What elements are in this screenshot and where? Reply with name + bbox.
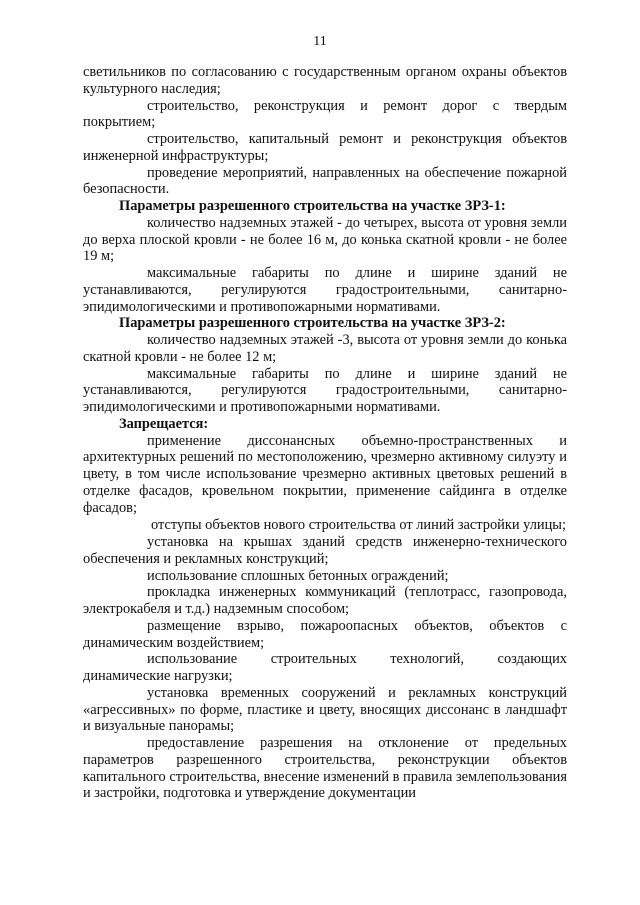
list-item-temporary-structures: установка временных сооружений и рекламных конструкций «агрессивных» по форме, пластике и цвету, вносящих диссонанс в ландшафт и визуальные панорамы; — [83, 684, 567, 735]
list-item-roof-equipment: установка на крышах зданий средств инженерно-технического обеспечения и рекламных конструкций; — [83, 534, 567, 567]
heading-zrz2-parameters: Параметры разрешенного строительства на участке ЗРЗ-2: — [119, 315, 506, 332]
list-item-hazardous-objects: размещение взрыво, пожароопасных объектов, объектов с динамическим воздействием; — [83, 617, 567, 651]
list-item-dissonant-solutions: применение диссонансных объемно-пространственных и архитектурных решений по местоположению, чрезмерно активному силуэту и цвету, в том числе использование чрезмерно активных цветовых решений в отделке фасадов, кровельном покрытии, применение сайдинга в отделке фасадов; — [83, 432, 567, 516]
paragraph-continuation: светильников по согласованию с государственным органом охраны объектов культурного наследия; — [83, 64, 567, 97]
list-item-zrz2-floors: количество надземных этажей -3, высота от уровня земли до конька скатной кровли - не более 12 м; — [83, 332, 567, 365]
document-body — [83, 64, 567, 802]
list-item-zrz1-dimensions: максимальные габариты по длине и ширине зданий не устанавливаются, регулируются градостроительными, санитарно-эпидимологическими и противопожарными нормативами. — [83, 265, 567, 315]
heading-prohibited: Запрещается: — [119, 415, 209, 432]
list-item-overhead-utilities: прокладка инженерных коммуникаций (теплотрасс, газопровода, электрокабеля и т.д.) надземным способом; — [83, 584, 567, 617]
list-item-zrz2-dimensions: максимальные габариты по длине и ширине зданий не устанавливаются, регулируются градостроительными, санитарно-эпидимологическими и противопожарными нормативами. — [83, 365, 567, 415]
list-item-concrete-fences: использование сплошных бетонных ограждений; — [147, 567, 449, 584]
list-item-deviation-permits: предоставление разрешения на отклонение от предельных параметров разрешенного строительства, реконструкции объектов капитального строительства, внесение изменений в правила землепользования и застройки, подготовка и утверждение документации — [83, 735, 567, 802]
page-number: 11 — [313, 34, 327, 49]
list-item-zrz1-floors: количество надземных этажей - до четырех, высота от уровня земли до верха плоской кровли - не более 16 м, до конька скатной кровли - не более 19 м; — [83, 214, 567, 265]
list-item-fire-safety: проведение мероприятий, направленных на обеспечение пожарной безопасности. — [83, 164, 567, 198]
list-item-roads: строительство, реконструкция и ремонт дорог с твердым покрытием; — [83, 97, 567, 131]
list-item-setbacks: отступы объектов нового строительства от линий застройки улицы; — [151, 517, 566, 534]
list-item-infrastructure: строительство, капитальный ремонт и реконструкция объектов инженерной инфраструктуры; — [83, 131, 567, 164]
list-item-dynamic-loads: использование строительных технологий, создающих динамические нагрузки; — [83, 651, 567, 684]
heading-zrz1-parameters: Параметры разрешенного строительства на участке ЗРЗ-1: — [119, 198, 506, 214]
